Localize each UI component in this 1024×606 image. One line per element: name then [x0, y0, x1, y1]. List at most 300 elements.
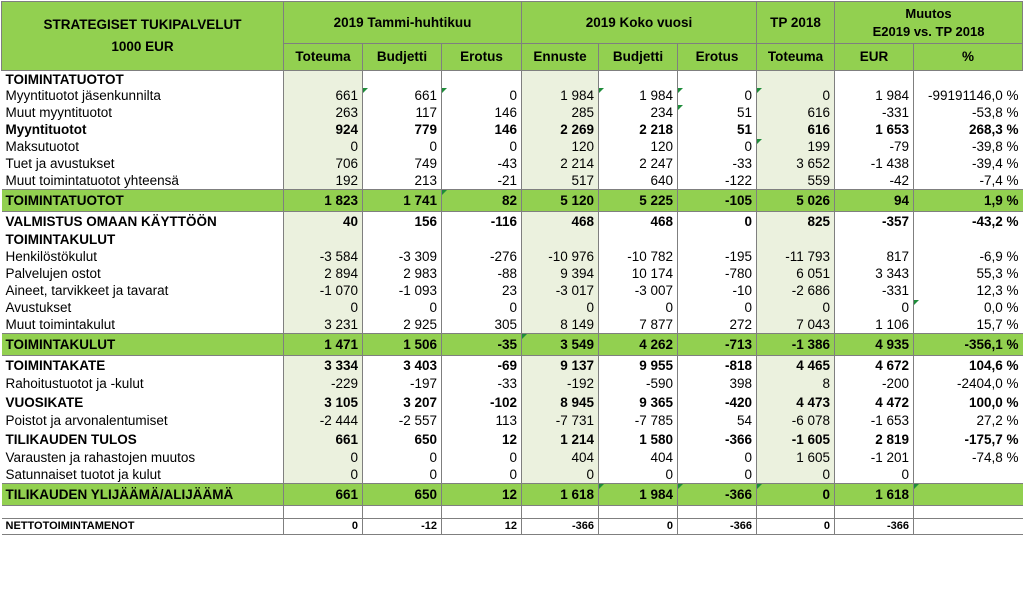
spacer-cell	[678, 506, 757, 519]
table-cell: 404	[522, 450, 599, 467]
table-cell: 3 343	[835, 266, 914, 283]
table-cell: 120	[599, 139, 678, 156]
table-cell: 2 214	[522, 156, 599, 173]
table-cell: 113	[442, 413, 522, 430]
table-cell: 7 043	[757, 317, 835, 334]
table-cell: 0	[757, 484, 835, 506]
table-cell: 104,6 %	[914, 356, 1023, 376]
table-cell	[914, 519, 1023, 535]
table-cell: 661	[284, 88, 363, 105]
table-cell: 0	[284, 139, 363, 156]
table-cell: 706	[284, 156, 363, 173]
column-header: Toteuma	[284, 44, 363, 71]
group-header-tammi: 2019 Tammi-huhtikuu	[284, 2, 522, 44]
table-cell: 10 174	[599, 266, 678, 283]
table-cell: 3 334	[284, 356, 363, 376]
table-cell: -3 584	[284, 249, 363, 266]
table-cell: 5 120	[522, 190, 599, 212]
table-cell: -1 653	[835, 413, 914, 430]
table-cell: 1 741	[363, 190, 442, 212]
table-row	[2, 393, 1023, 413]
table-cell: 12,3 %	[914, 283, 1023, 300]
table-cell: -39,4 %	[914, 156, 1023, 173]
table-cell: -39,8 %	[914, 139, 1023, 156]
table-cell: 1 823	[284, 190, 363, 212]
spacer-cell	[757, 506, 835, 519]
table-cell: 82	[442, 190, 522, 212]
table-row	[2, 249, 1023, 266]
group-header-muutos	[835, 2, 1023, 44]
table-cell: 156	[363, 212, 442, 232]
table-cell	[835, 232, 914, 249]
table-row	[2, 467, 1023, 484]
table-cell: 0	[757, 300, 835, 317]
table-cell: -197	[363, 376, 442, 393]
table-cell: 1 618	[835, 484, 914, 506]
table-cell: 213	[363, 173, 442, 190]
table-row	[2, 156, 1023, 173]
table-cell: 12	[442, 484, 522, 506]
spacer-cell	[914, 506, 1023, 519]
row-label: Tuet ja avustukset	[5, 156, 115, 172]
spacer-cell	[2, 506, 284, 519]
table-cell: -33	[678, 156, 757, 173]
table-row	[2, 71, 1023, 88]
table-cell: 3 207	[363, 393, 442, 413]
table-cell: -43,2 %	[914, 212, 1023, 232]
table-cell: 8 149	[522, 317, 599, 334]
table-cell: -122	[678, 173, 757, 190]
table-cell: 23	[442, 283, 522, 300]
table-row	[2, 105, 1023, 122]
table-cell: 12	[442, 430, 522, 450]
table-cell	[678, 71, 757, 88]
column-header: Erotus	[678, 44, 757, 71]
table-cell: -2 686	[757, 283, 835, 300]
table-cell: 272	[678, 317, 757, 334]
column-header: Erotus	[442, 44, 522, 71]
table-cell: 0	[363, 450, 442, 467]
table-cell: 117	[363, 105, 442, 122]
table-cell: 661	[284, 484, 363, 506]
table-cell: 40	[284, 212, 363, 232]
table-cell: 0	[363, 300, 442, 317]
table-cell: -21	[442, 173, 522, 190]
table-row	[2, 317, 1023, 334]
table-cell: 0	[678, 212, 757, 232]
table-cell: -366	[678, 519, 757, 535]
table-cell: 0	[599, 300, 678, 317]
table-cell	[599, 71, 678, 88]
table-cell: -420	[678, 393, 757, 413]
table-row	[2, 450, 1023, 467]
table-row	[2, 519, 1023, 535]
table-cell: 268,3 %	[914, 122, 1023, 139]
table-cell: -2 557	[363, 413, 442, 430]
table-cell: -74,8 %	[914, 450, 1023, 467]
table-cell: 0	[757, 519, 835, 535]
table-row	[2, 484, 1023, 506]
table-cell: 15,7 %	[914, 317, 1023, 334]
table-cell: 1 618	[522, 484, 599, 506]
row-label: Muut myyntituotot	[5, 105, 113, 121]
table-cell: -6,9 %	[914, 249, 1023, 266]
table-cell: 0	[522, 300, 599, 317]
row-label: Satunnaiset tuotot ja kulut	[5, 467, 161, 482]
table-cell: 2 269	[522, 122, 599, 139]
table-row	[2, 190, 1023, 212]
row-label: Avustukset	[5, 300, 72, 316]
spacer-cell	[835, 506, 914, 519]
table-cell: -1 605	[757, 430, 835, 450]
column-header: Budjetti	[363, 44, 442, 71]
table-cell: 0	[284, 300, 363, 317]
table-cell: 1 984	[599, 88, 678, 105]
table-cell: -10 976	[522, 249, 599, 266]
table-cell	[442, 232, 522, 249]
table-cell: 0	[284, 519, 363, 535]
table-cell	[284, 232, 363, 249]
table-row	[2, 122, 1023, 139]
table-cell: 468	[599, 212, 678, 232]
table-row	[2, 232, 1023, 249]
table-cell: 0	[599, 519, 678, 535]
spacer-cell	[363, 506, 442, 519]
table-cell: -195	[678, 249, 757, 266]
table-cell: 0	[678, 450, 757, 467]
table-cell: 1 984	[835, 88, 914, 105]
table-row	[2, 173, 1023, 190]
table-row	[2, 430, 1023, 450]
row-label: TOIMINTATUOTOT	[2, 71, 284, 88]
table-cell: 2 925	[363, 317, 442, 334]
table-cell: -357	[835, 212, 914, 232]
table-cell: 1 580	[599, 430, 678, 450]
table-cell: 0	[363, 139, 442, 156]
table-cell: -1 438	[835, 156, 914, 173]
row-label: VUOSIKATE	[5, 394, 84, 410]
table-row	[2, 300, 1023, 317]
table-cell: 404	[599, 450, 678, 467]
table-cell: 4 473	[757, 393, 835, 413]
table-cell: 661	[363, 88, 442, 105]
table-cell: 120	[522, 139, 599, 156]
table-cell: -1 093	[363, 283, 442, 300]
table-cell: 0	[284, 467, 363, 484]
spacer-cell	[599, 506, 678, 519]
table-cell: -276	[442, 249, 522, 266]
table-cell: 51	[678, 105, 757, 122]
financial-table	[1, 1, 1023, 535]
table-cell: 234	[599, 105, 678, 122]
table-cell: 0	[442, 139, 522, 156]
table-cell: -79	[835, 139, 914, 156]
table-cell: -102	[442, 393, 522, 413]
table-cell: 8 945	[522, 393, 599, 413]
table-cell: 55,3 %	[914, 266, 1023, 283]
table-cell: -713	[678, 334, 757, 356]
table-cell: -3 007	[599, 283, 678, 300]
table-cell: 2 218	[599, 122, 678, 139]
table-cell: 51	[678, 122, 757, 139]
table-cell: -7 785	[599, 413, 678, 430]
table-cell: 3 231	[284, 317, 363, 334]
table-cell	[522, 71, 599, 88]
table-cell: 1 106	[835, 317, 914, 334]
table-cell: 0	[835, 300, 914, 317]
table-cell: 0	[522, 467, 599, 484]
table-cell: 2 247	[599, 156, 678, 173]
table-cell: 9 137	[522, 356, 599, 376]
table-cell: 1 605	[757, 450, 835, 467]
table-cell	[914, 484, 1023, 506]
table-cell	[757, 71, 835, 88]
table-cell: 616	[757, 122, 835, 139]
spacer-cell	[442, 506, 522, 519]
row-label: Maksutuotot	[5, 139, 80, 155]
table-cell: 2 894	[284, 266, 363, 283]
table-cell: -53,8 %	[914, 105, 1023, 122]
table-cell: 0	[678, 467, 757, 484]
row-label: Muut toimintakulut	[5, 317, 116, 332]
table-cell: 0	[678, 88, 757, 105]
row-label: Muut toimintatuotot yhteensä	[5, 173, 179, 188]
muutos-line-2: E2019 vs. TP 2018	[872, 23, 985, 39]
title-line-1: STRATEGISET TUKIPALVELUT	[43, 17, 242, 32]
table-cell: 0	[442, 300, 522, 317]
table-cell: 468	[522, 212, 599, 232]
table-cell: 650	[363, 430, 442, 450]
table-body	[2, 71, 1023, 535]
row-label: VALMISTUS OMAAN KÄYTTÖÖN	[5, 214, 217, 229]
table-cell: -366	[678, 430, 757, 450]
table-cell: -2404,0 %	[914, 376, 1023, 393]
table-cell: 2 819	[835, 430, 914, 450]
row-label: NETTOTOIMINTAMENOT	[2, 519, 284, 535]
table-cell: 27,2 %	[914, 413, 1023, 430]
table-cell: 616	[757, 105, 835, 122]
table-cell: -35	[442, 334, 522, 356]
table-cell: 0	[284, 450, 363, 467]
table-cell: 146	[442, 105, 522, 122]
row-label: TOIMINTATUOTOT	[2, 190, 284, 212]
row-label: Palvelujen ostot	[5, 266, 101, 282]
table-cell: -43	[442, 156, 522, 173]
table-row	[2, 413, 1023, 430]
table-cell	[757, 232, 835, 249]
table-cell: 0	[599, 467, 678, 484]
table-cell: -11 793	[757, 249, 835, 266]
table-cell: 9 955	[599, 356, 678, 376]
table-cell: 825	[757, 212, 835, 232]
table-cell: 1,9 %	[914, 190, 1023, 212]
row-label: TOIMINTAKULUT	[5, 232, 116, 248]
table-cell: -331	[835, 105, 914, 122]
table-row	[2, 376, 1023, 393]
table-cell: -99191146,0 %	[914, 88, 1023, 105]
table-cell: -331	[835, 283, 914, 300]
spacer-cell	[522, 506, 599, 519]
table-row	[2, 88, 1023, 105]
table-cell: 54	[678, 413, 757, 430]
table-cell: 3 652	[757, 156, 835, 173]
table-cell: -3 017	[522, 283, 599, 300]
table-cell: -69	[442, 356, 522, 376]
table-cell	[522, 232, 599, 249]
table-cell: 0	[442, 88, 522, 105]
row-label: Myyntituotot	[5, 122, 87, 138]
table-cell: 8	[757, 376, 835, 393]
spacer-row	[2, 506, 1023, 519]
muutos-line-1: Muutos	[905, 5, 952, 21]
table-cell: -10 782	[599, 249, 678, 266]
table-cell	[284, 71, 363, 88]
table-cell: 199	[757, 139, 835, 156]
row-label: Varausten ja rahastojen muutos	[5, 450, 196, 466]
table-cell: -192	[522, 376, 599, 393]
table-cell: -1 070	[284, 283, 363, 300]
row-label: Poistot ja arvonalentumiset	[5, 413, 168, 429]
row-label: Aineet, tarvikkeet ja tavarat	[5, 283, 169, 299]
table-cell: -10	[678, 283, 757, 300]
table-cell: 7 877	[599, 317, 678, 334]
table-cell: 9 365	[599, 393, 678, 413]
table-cell: -590	[599, 376, 678, 393]
table-cell: -175,7 %	[914, 430, 1023, 450]
table-cell: -780	[678, 266, 757, 283]
table-cell: 779	[363, 122, 442, 139]
table-cell: 263	[284, 105, 363, 122]
table-cell: 924	[284, 122, 363, 139]
table-cell: 0	[363, 467, 442, 484]
row-label: TILIKAUDEN TULOS	[5, 431, 137, 447]
table-cell	[678, 232, 757, 249]
table-cell: -1 201	[835, 450, 914, 467]
column-header: %	[914, 44, 1023, 71]
table-cell: -33	[442, 376, 522, 393]
table-row	[2, 139, 1023, 156]
financial-spreadsheet	[1, 1, 1022, 604]
table-cell: -1 386	[757, 334, 835, 356]
table-cell: 661	[284, 430, 363, 450]
row-label: TOIMINTAKATE	[5, 358, 106, 373]
table-cell: 1 984	[522, 88, 599, 105]
table-cell: 0	[678, 300, 757, 317]
table-cell: 1 506	[363, 334, 442, 356]
table-row	[2, 334, 1023, 356]
table-cell: 640	[599, 173, 678, 190]
table-cell: 0	[442, 450, 522, 467]
table-cell	[442, 71, 522, 88]
table-cell: -3 309	[363, 249, 442, 266]
table-cell: 749	[363, 156, 442, 173]
table-cell: 2 983	[363, 266, 442, 283]
row-label: Rahoitustuotot ja -kulut	[5, 376, 144, 392]
table-cell: 3 549	[522, 334, 599, 356]
table-cell: 1 984	[599, 484, 678, 506]
row-label: TILIKAUDEN YLIJÄÄMÄ/ALIJÄÄMÄ	[2, 484, 284, 506]
table-cell: -12	[363, 519, 442, 535]
table-cell: -105	[678, 190, 757, 212]
table-cell: -7,4 %	[914, 173, 1023, 190]
table-cell: -366	[835, 519, 914, 535]
table-cell: -229	[284, 376, 363, 393]
group-header-tp: TP 2018	[757, 2, 835, 44]
table-cell: -42	[835, 173, 914, 190]
table-cell: 3 105	[284, 393, 363, 413]
table-cell: 146	[442, 122, 522, 139]
table-cell: 100,0 %	[914, 393, 1023, 413]
table-cell: 9 394	[522, 266, 599, 283]
table-cell	[914, 467, 1023, 484]
table-cell: -356,1 %	[914, 334, 1023, 356]
table-cell: 1 214	[522, 430, 599, 450]
table-cell: 4 472	[835, 393, 914, 413]
table-cell: 1 653	[835, 122, 914, 139]
column-header: Toteuma	[757, 44, 835, 71]
table-cell: -6 078	[757, 413, 835, 430]
table-cell: 192	[284, 173, 363, 190]
table-cell: 285	[522, 105, 599, 122]
table-cell: 12	[442, 519, 522, 535]
table-cell	[599, 232, 678, 249]
table-cell: 5 225	[599, 190, 678, 212]
table-cell	[914, 71, 1023, 88]
table-cell: 4 465	[757, 356, 835, 376]
table-cell: 4 262	[599, 334, 678, 356]
table-cell: 0	[678, 139, 757, 156]
table-cell: 305	[442, 317, 522, 334]
column-header: Ennuste	[522, 44, 599, 71]
table-cell: -200	[835, 376, 914, 393]
column-header: EUR	[835, 44, 914, 71]
table-row	[2, 356, 1023, 376]
table-cell: -88	[442, 266, 522, 283]
table-title	[2, 2, 284, 71]
row-label: TOIMINTAKULUT	[2, 334, 284, 356]
spacer-cell	[284, 506, 363, 519]
table-cell: 0	[757, 88, 835, 105]
column-header: Budjetti	[599, 44, 678, 71]
row-label: Henkilöstökulut	[5, 249, 98, 265]
table-cell: 5 026	[757, 190, 835, 212]
table-cell: -366	[522, 519, 599, 535]
title-line-2: 1000 EUR	[111, 39, 174, 54]
table-cell: -116	[442, 212, 522, 232]
table-row	[2, 266, 1023, 283]
table-cell: 0	[835, 467, 914, 484]
table-cell: 398	[678, 376, 757, 393]
table-cell: -2 444	[284, 413, 363, 430]
table-cell: -818	[678, 356, 757, 376]
table-cell: 0,0 %	[914, 300, 1023, 317]
table-cell	[363, 232, 442, 249]
table-cell: 1 471	[284, 334, 363, 356]
table-cell: 6 051	[757, 266, 835, 283]
table-cell: 817	[835, 249, 914, 266]
table-cell	[914, 232, 1023, 249]
table-cell: 4 935	[835, 334, 914, 356]
table-cell: 650	[363, 484, 442, 506]
table-cell: 559	[757, 173, 835, 190]
table-cell	[363, 71, 442, 88]
table-cell: -7 731	[522, 413, 599, 430]
table-cell: 3 403	[363, 356, 442, 376]
table-cell: 4 672	[835, 356, 914, 376]
table-cell: 0	[442, 467, 522, 484]
table-cell: 517	[522, 173, 599, 190]
table-cell	[835, 71, 914, 88]
